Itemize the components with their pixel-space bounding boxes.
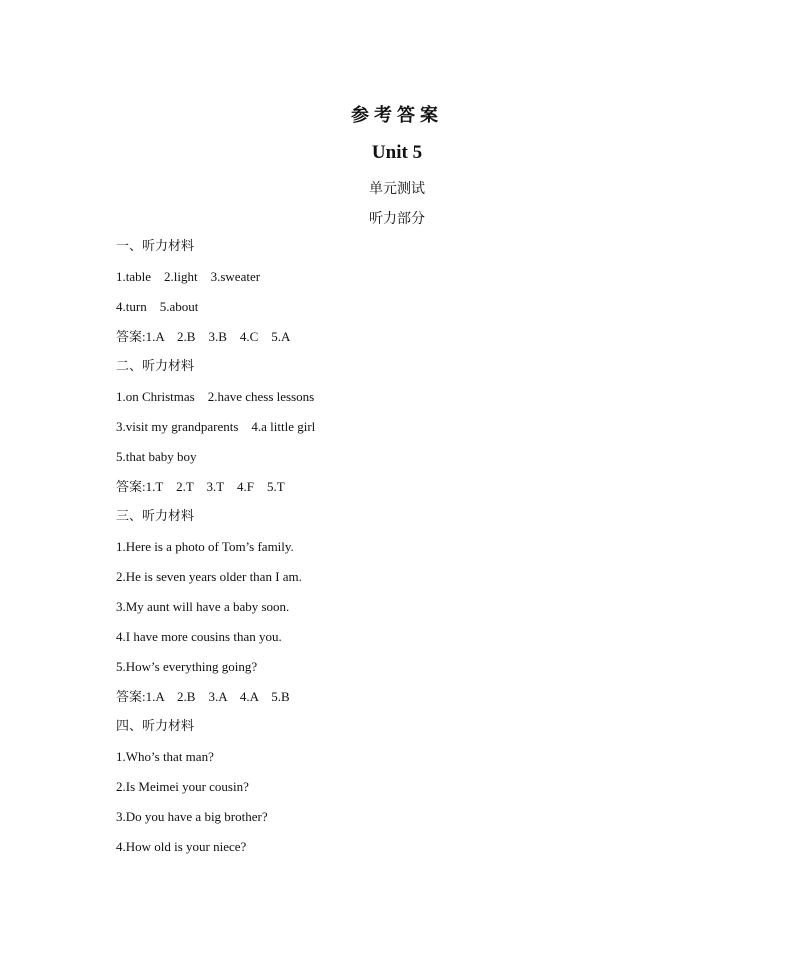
answer-line: 1.Who’s that man? <box>116 749 214 764</box>
section-test-heading: 单元测试 <box>369 181 425 197</box>
answer-line: 5.that baby boy <box>116 449 197 464</box>
unit-title: Unit 5 <box>371 142 423 163</box>
answer-key-line: 答案:1.A 2.B 3.A 4.A 5.B <box>116 689 290 704</box>
answer-line: 2.He is seven years older than I am. <box>116 569 302 584</box>
answer-line: 1.on Christmas 2.have chess lessons <box>116 389 315 404</box>
page-title: 参考答案 <box>351 105 443 126</box>
part-2-heading: 二、听力材料 <box>116 359 195 374</box>
answer-line: 1.table 2.light 3.sweater <box>116 269 261 284</box>
answer-line: 4.I have more cousins than you. <box>116 629 282 644</box>
answer-line: 4.How old is your niece? <box>116 839 247 854</box>
section-listening-heading: 听力部分 <box>369 211 425 227</box>
answer-line: 3.Do you have a big brother? <box>116 809 268 824</box>
answer-line: 2.Is Meimei your cousin? <box>116 779 249 794</box>
answer-line: 4.turn 5.about <box>116 299 199 314</box>
part-4-heading: 四、听力材料 <box>116 719 195 734</box>
answer-line: 1.Here is a photo of Tom’s family. <box>116 539 294 554</box>
answer-line: 3.visit my grandparents 4.a little girl <box>116 419 316 434</box>
answer-key-line: 答案:1.T 2.T 3.T 4.F 5.T <box>116 479 285 494</box>
answer-line: 5.How’s everything going? <box>116 659 258 674</box>
answer-key-line: 答案:1.A 2.B 3.B 4.C 5.A <box>116 329 291 344</box>
answer-line: 3.My aunt will have a baby soon. <box>116 599 290 614</box>
part-3-heading: 三、听力材料 <box>116 509 195 524</box>
part-1-heading: 一、听力材料 <box>116 239 195 254</box>
